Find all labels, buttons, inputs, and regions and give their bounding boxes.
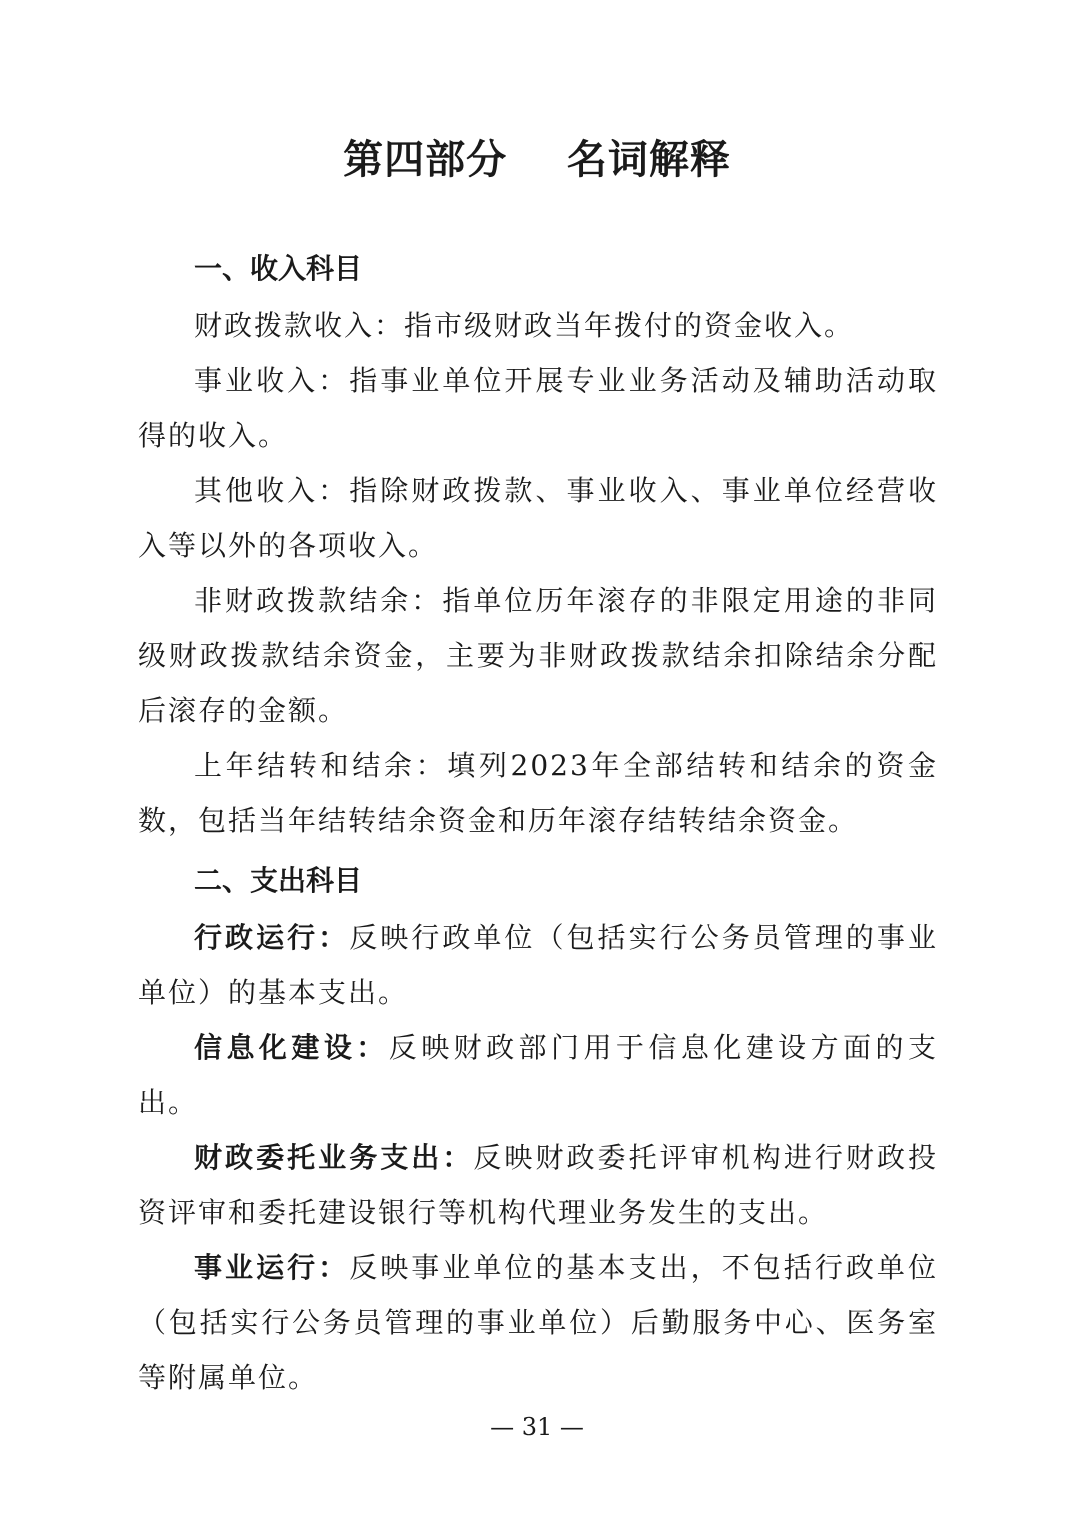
term-public-institution-operation: 事业运行：	[194, 1251, 350, 1284]
document-body	[138, 240, 938, 1405]
definition-fiscal-entrusted-business: 反映财政委托评审机构进行财政投资评审和委托建设银行等机构代理业务发生的支出。	[138, 1141, 938, 1229]
definition-public-institution-operation: 反映事业单位的基本支出，不包括行政单位（包括实行公务员管理的事业单位）后勤服务中心、医务室等附属单位。	[138, 1251, 938, 1394]
paragraph-other-income: 其他收入：指除财政拨款、事业收入、事业单位经营收入等以外的各项收入。	[138, 474, 938, 562]
paragraph-administrative-operation	[138, 910, 938, 1020]
page-title: 第四部分 名词解释	[343, 136, 731, 183]
definition-it-construction: 反映财政部门用于信息化建设方面的支出。	[138, 1031, 938, 1119]
section-heading-income: 一、收入科目	[194, 252, 363, 285]
page-number: — 31 —	[490, 1413, 584, 1441]
paragraph-it-construction	[138, 1020, 938, 1130]
paragraph-fiscal-entrusted-business	[138, 1130, 938, 1240]
paragraph-prior-year-carryover: 上年结转和结余：填列2023年全部结转和结余的资金数，包括当年结转结余资金和历年滚存结转结余资金。	[138, 749, 938, 837]
paragraph-non-fiscal-surplus: 非财政拨款结余：指单位历年滚存的非限定用途的非同级财政拨款结余资金，主要为非财政拨款结余扣除结余分配后滚存的金额。	[138, 584, 938, 727]
paragraph-business-income: 事业收入：指事业单位开展专业业务活动及辅助活动取得的收入。	[138, 364, 938, 452]
term-fiscal-entrusted-business: 财政委托业务支出：	[194, 1141, 474, 1174]
paragraph-public-institution-operation	[138, 1240, 938, 1405]
definition-administrative-operation: 反映行政单位（包括实行公务员管理的事业单位）的基本支出。	[138, 921, 938, 1009]
paragraph-fiscal-appropriation-income: 财政拨款收入：指市级财政当年拨付的资金收入。	[194, 309, 855, 342]
section-heading-expenditure: 二、支出科目	[194, 864, 363, 897]
term-it-construction: 信息化建设：	[194, 1031, 389, 1064]
term-administrative-operation: 行政运行：	[194, 921, 350, 954]
